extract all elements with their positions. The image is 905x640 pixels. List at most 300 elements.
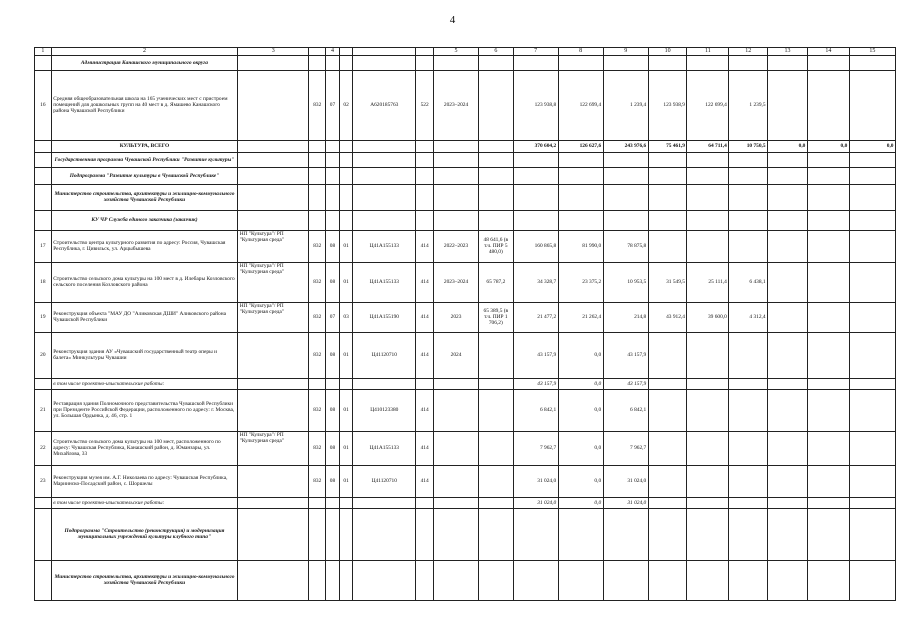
subtotal-row [35,378,896,389]
empty-cell [416,560,434,600]
empty-cell [479,497,514,508]
section-row [35,184,896,210]
amount-cell: 214,8 [603,302,648,332]
amount-cell [807,465,849,497]
header-cell: 12 [729,48,768,56]
budget-code-cell: 08 [326,431,340,465]
amount-cell: 0,0 [558,465,603,497]
period-cell [434,389,479,431]
amount-cell [687,465,729,497]
amount-cell: 21 262,4 [558,302,603,332]
amount-cell: 10 953,5 [603,262,648,302]
empty-cell [603,55,648,70]
amount-cell [807,497,849,508]
empty-cell [648,560,687,600]
amount-cell [729,431,768,465]
empty-cell [648,152,687,167]
amount-cell: 0,0 [558,389,603,431]
row-number-cell [35,184,52,210]
empty-cell [434,560,479,600]
budget-code-cell: 414 [416,389,434,431]
budget-code-cell: Ц41А155133 [353,230,416,262]
row-number-cell [35,140,52,152]
budget-code-cell: 01 [339,230,353,262]
amount-cell: 243 976,6 [603,140,648,152]
empty-cell [687,508,729,560]
amount-cell [687,497,729,508]
amount-cell [768,262,808,302]
amount-cell: 7 962,7 [603,431,648,465]
amount-cell: 6 842,1 [603,389,648,431]
amount-cell [687,332,729,378]
empty-cell [768,210,808,230]
amount-cell [768,465,808,497]
budget-code-cell: Ц41А155133 [353,262,416,302]
empty-cell [729,210,768,230]
amount-cell [849,431,895,465]
empty-cell [309,508,326,560]
period-cell: 2024 [434,332,479,378]
empty-cell [513,508,558,560]
empty-cell [309,167,326,184]
empty-cell [238,560,309,600]
amount-cell [648,332,687,378]
budget-code-cell: 832 [309,230,326,262]
empty-cell [309,140,326,152]
table-row [35,302,896,332]
section-title-cell: Министерство строительства, архитектуры и жилищно-коммунального хозяйства Чувашской Республики [51,184,237,210]
empty-cell [768,152,808,167]
empty-cell [479,167,514,184]
empty-cell [558,560,603,600]
budget-code-cell: 832 [309,70,326,140]
empty-cell [353,140,416,152]
budget-code-cell: 07 [326,302,340,332]
budget-code-cell: 01 [339,262,353,302]
subtotal-title-cell: в том числе проектно-изыскательские работы: [51,497,237,508]
budget-code-cell: 01 [339,465,353,497]
subtotal-row [35,497,896,508]
amount-cell [687,389,729,431]
empty-cell [326,508,340,560]
object-name-cell: Реставрация здания Полномочного представительства Чувашской Республики при Президенте Российской Федерации, расположенного по адресу: г. Москва, ул. Большая Ордынка, д. 46, стр. 1 [51,389,237,431]
object-name-cell: Реконструкция здания АУ «Чувашский государственный театр оперы и балета» Минкультуры Чувашии [51,332,237,378]
amount-cell [687,230,729,262]
empty-cell [416,55,434,70]
empty-cell [238,210,309,230]
amount-cell: 0,0 [558,497,603,508]
estimate-cell: 65 787,2 [479,262,514,302]
period-cell: 2022–2023 [434,230,479,262]
empty-cell [434,167,479,184]
amount-cell [807,302,849,332]
empty-cell [479,508,514,560]
estimate-cell [479,332,514,378]
table-row [35,389,896,431]
amount-cell [648,230,687,262]
empty-cell [309,497,326,508]
empty-cell [729,184,768,210]
object-name-cell: Средняя общеобразовательная школа на 165 ученических мест с пристроем помещений для дошкольных групп на 40 мест в д. Ямашево Канашского района Чувашской Республики [51,70,237,140]
program-cell [238,70,309,140]
header-cell: 4 [326,48,340,56]
row-number-cell [35,497,52,508]
empty-cell [479,55,514,70]
empty-cell [479,210,514,230]
budget-code-cell: 02 [339,70,353,140]
empty-cell [768,560,808,600]
empty-cell [687,55,729,70]
header-cell: 3 [238,48,309,56]
empty-cell [326,497,340,508]
amount-cell [849,465,895,497]
empty-cell [238,508,309,560]
empty-cell [768,167,808,184]
amount-cell: 160 865,8 [513,230,558,262]
empty-cell [513,184,558,210]
amount-cell [849,378,895,389]
amount-cell: 4 312,4 [729,302,768,332]
empty-cell [309,560,326,600]
amount-cell [729,389,768,431]
budget-code-cell: Ц41А155190 [353,302,416,332]
budget-code-cell: 832 [309,465,326,497]
total-row [35,140,896,152]
budget-code-cell: 01 [339,332,353,378]
row-number-cell: 20 [35,332,52,378]
empty-cell [687,167,729,184]
empty-cell [687,560,729,600]
amount-cell [807,332,849,378]
table-body [35,48,896,601]
section-title-cell: Государственная программа Чувашской Республики "Развитие культуры" [51,152,237,167]
amount-cell: 122 699,4 [558,70,603,140]
empty-cell [339,152,353,167]
empty-cell [238,378,309,389]
empty-cell [339,508,353,560]
period-cell: 2023 [434,302,479,332]
budget-code-cell: 08 [326,230,340,262]
program-cell: НП "Культура"/ РП "Культурная среда" [238,262,309,302]
empty-cell [729,560,768,600]
empty-cell [479,152,514,167]
budget-table [34,47,896,601]
empty-cell [558,508,603,560]
period-cell: 2023–2024 [434,262,479,302]
empty-cell [558,55,603,70]
empty-cell [513,167,558,184]
estimate-cell: 65 389,5 (в т.ч. ПИР 1 706,2) [479,302,514,332]
program-cell: НП "Культура"/ РП "Культурная среда" [238,230,309,262]
empty-cell [326,167,340,184]
empty-cell [434,508,479,560]
budget-code-cell: 08 [326,389,340,431]
row-number-cell [35,508,52,560]
header-cell: 10 [648,48,687,56]
empty-cell [648,508,687,560]
empty-cell [353,210,416,230]
empty-cell [648,210,687,230]
amount-cell [768,70,808,140]
budget-code-cell: Ц410123380 [353,389,416,431]
empty-cell [238,152,309,167]
table-row [35,70,896,140]
amount-cell: 64 711,4 [687,140,729,152]
empty-cell [353,378,416,389]
empty-cell [339,184,353,210]
amount-cell: 31 024,0 [513,497,558,508]
amount-cell [807,70,849,140]
budget-code-cell: Ц41120710 [353,465,416,497]
row-number-cell [35,378,52,389]
section-row [35,210,896,230]
budget-code-cell: 832 [309,332,326,378]
empty-cell [416,184,434,210]
amount-cell: 370 604,2 [513,140,558,152]
empty-cell [416,152,434,167]
budget-code-cell: 832 [309,389,326,431]
header-cell: 6 [479,48,514,56]
section-title-cell: Министерство строительства, архитектуры и жилищно-коммунального хозяйства Чувашской Республики [51,560,237,600]
amount-cell: 43 157,9 [513,332,558,378]
empty-cell [479,378,514,389]
amount-cell: 31 024,0 [603,497,648,508]
amount-cell [849,497,895,508]
budget-code-cell: 08 [326,332,340,378]
budget-code-cell: 832 [309,431,326,465]
budget-code-cell: Ц41120710 [353,332,416,378]
empty-cell [729,152,768,167]
amount-cell: 7 962,7 [513,431,558,465]
program-cell: НП "Культура"/ РП "Культурная среда" [238,302,309,332]
budget-code-cell: 01 [339,389,353,431]
empty-cell [326,152,340,167]
empty-cell [603,560,648,600]
empty-cell [849,152,895,167]
empty-cell [807,55,849,70]
amount-cell: 31 024,0 [513,465,558,497]
empty-cell [687,210,729,230]
object-name-cell: Строительство сельского дома культуры на 100 мест в д. Илебары Козловского сельского поселения Козловского района [51,262,237,302]
amount-cell [768,332,808,378]
section-title-cell: Подпрограмма "Строительство (реконструкция) и модернизация муниципальных учреждений культуры клубного типа" [51,508,237,560]
budget-code-cell: Ц41А155133 [353,431,416,465]
section-row [35,55,896,70]
empty-cell [648,167,687,184]
empty-cell [326,210,340,230]
period-cell [434,431,479,465]
amount-cell: 75 461,9 [648,140,687,152]
budget-code-cell: 414 [416,262,434,302]
section-row [35,508,896,560]
amount-cell [729,378,768,389]
amount-cell: 43 157,9 [603,378,648,389]
empty-cell [849,560,895,600]
header-cell: 8 [558,48,603,56]
amount-cell: 43 912,4 [648,302,687,332]
amount-cell: 31 024,0 [603,465,648,497]
header-cell: 2 [51,48,237,56]
amount-cell: 10 750,5 [729,140,768,152]
empty-cell [729,167,768,184]
empty-cell [416,378,434,389]
header-cell [339,48,353,56]
empty-cell [339,55,353,70]
amount-cell: 123 938,8 [513,70,558,140]
empty-cell [513,152,558,167]
subtotal-title-cell: в том числе проектно-изыскательские работы: [51,378,237,389]
amount-cell [729,332,768,378]
header-cell: 13 [768,48,808,56]
estimate-cell [479,431,514,465]
period-cell [434,465,479,497]
amount-cell [648,497,687,508]
amount-cell: 0,0 [558,431,603,465]
empty-cell [339,167,353,184]
section-title-cell: КУ ЧР Служба единого заказчика (заказчик) [51,210,237,230]
empty-cell [353,184,416,210]
empty-cell [768,184,808,210]
empty-cell [339,140,353,152]
table-row [35,431,896,465]
header-cell: 5 [434,48,479,56]
empty-cell [603,167,648,184]
section-title-cell: Подпрограмма "Развитие культуры в Чувашской Республике" [51,167,237,184]
row-number-cell: 17 [35,230,52,262]
object-name-cell: Реконструкция объекта "МАУ ДО "Аликовская ДШИ" Аликовского района Чувашской Республики [51,302,237,332]
empty-cell [807,508,849,560]
table-row [35,262,896,302]
header-cell [353,48,416,56]
amount-cell: 6 842,1 [513,389,558,431]
table-row [35,332,896,378]
empty-cell [513,560,558,600]
header-cell [309,48,326,56]
amount-cell: 123 938,9 [648,70,687,140]
empty-cell [729,55,768,70]
empty-cell [353,508,416,560]
budget-code-cell: 832 [309,302,326,332]
empty-cell [849,508,895,560]
empty-cell [729,508,768,560]
row-number-cell [35,210,52,230]
empty-cell [849,210,895,230]
section-title-cell: Администрация Канашского муниципального округа [51,55,237,70]
budget-code-cell: 832 [309,262,326,302]
amount-cell [648,378,687,389]
amount-cell [687,431,729,465]
amount-cell: 1 239,5 [729,70,768,140]
amount-cell [807,389,849,431]
empty-cell [603,210,648,230]
empty-cell [309,55,326,70]
budget-code-cell: 414 [416,302,434,332]
amount-cell [768,431,808,465]
empty-cell [339,210,353,230]
budget-code-cell: 414 [416,465,434,497]
amount-cell [849,70,895,140]
empty-cell [603,184,648,210]
row-number-cell: 18 [35,262,52,302]
amount-cell [729,465,768,497]
empty-cell [353,560,416,600]
amount-cell: 21 477,2 [513,302,558,332]
empty-cell [353,152,416,167]
period-cell: 2023–2024 [434,70,479,140]
section-row [35,167,896,184]
amount-cell [729,230,768,262]
empty-cell [434,497,479,508]
empty-cell [807,210,849,230]
empty-cell [416,508,434,560]
program-cell [238,465,309,497]
empty-cell [513,210,558,230]
page-number: 4 [449,14,456,26]
amount-cell: 25 111,4 [687,262,729,302]
empty-cell [309,378,326,389]
empty-cell [326,184,340,210]
header-cell: 11 [687,48,729,56]
amount-cell: 0,0 [558,332,603,378]
empty-cell [648,184,687,210]
row-number-cell [35,152,52,167]
estimate-cell [479,389,514,431]
empty-cell [353,167,416,184]
empty-cell [238,184,309,210]
amount-cell [729,497,768,508]
amount-cell [768,378,808,389]
amount-cell: 43 157,9 [513,378,558,389]
estimate-cell [479,465,514,497]
row-number-cell [35,560,52,600]
empty-cell [339,378,353,389]
amount-cell: 23 375,2 [558,262,603,302]
budget-code-cell: 08 [326,465,340,497]
amount-cell: 0,0 [849,140,895,152]
empty-cell [353,55,416,70]
empty-cell [326,560,340,600]
amount-cell: 1 239,4 [603,70,648,140]
budget-code-cell: 414 [416,230,434,262]
row-number-cell: 23 [35,465,52,497]
empty-cell [309,184,326,210]
amount-cell [849,230,895,262]
empty-cell [648,55,687,70]
total-title-cell: КУЛЬТУРА, ВСЕГО [51,140,237,152]
empty-cell [603,152,648,167]
empty-cell [603,508,648,560]
empty-cell [807,184,849,210]
budget-code-cell: A620185763 [353,70,416,140]
row-number-cell: 16 [35,70,52,140]
amount-cell [849,262,895,302]
amount-cell [687,378,729,389]
budget-code-cell: 03 [339,302,353,332]
row-number-cell: 22 [35,431,52,465]
empty-cell [434,152,479,167]
empty-cell [353,497,416,508]
table-row [35,465,896,497]
amount-cell: 6 438,1 [729,262,768,302]
header-cell: 1 [35,48,52,56]
section-row [35,560,896,600]
amount-cell: 43 157,9 [603,332,648,378]
empty-cell [807,152,849,167]
amount-cell [768,230,808,262]
budget-code-cell: 414 [416,332,434,378]
amount-cell [849,332,895,378]
budget-code-cell: 522 [416,70,434,140]
